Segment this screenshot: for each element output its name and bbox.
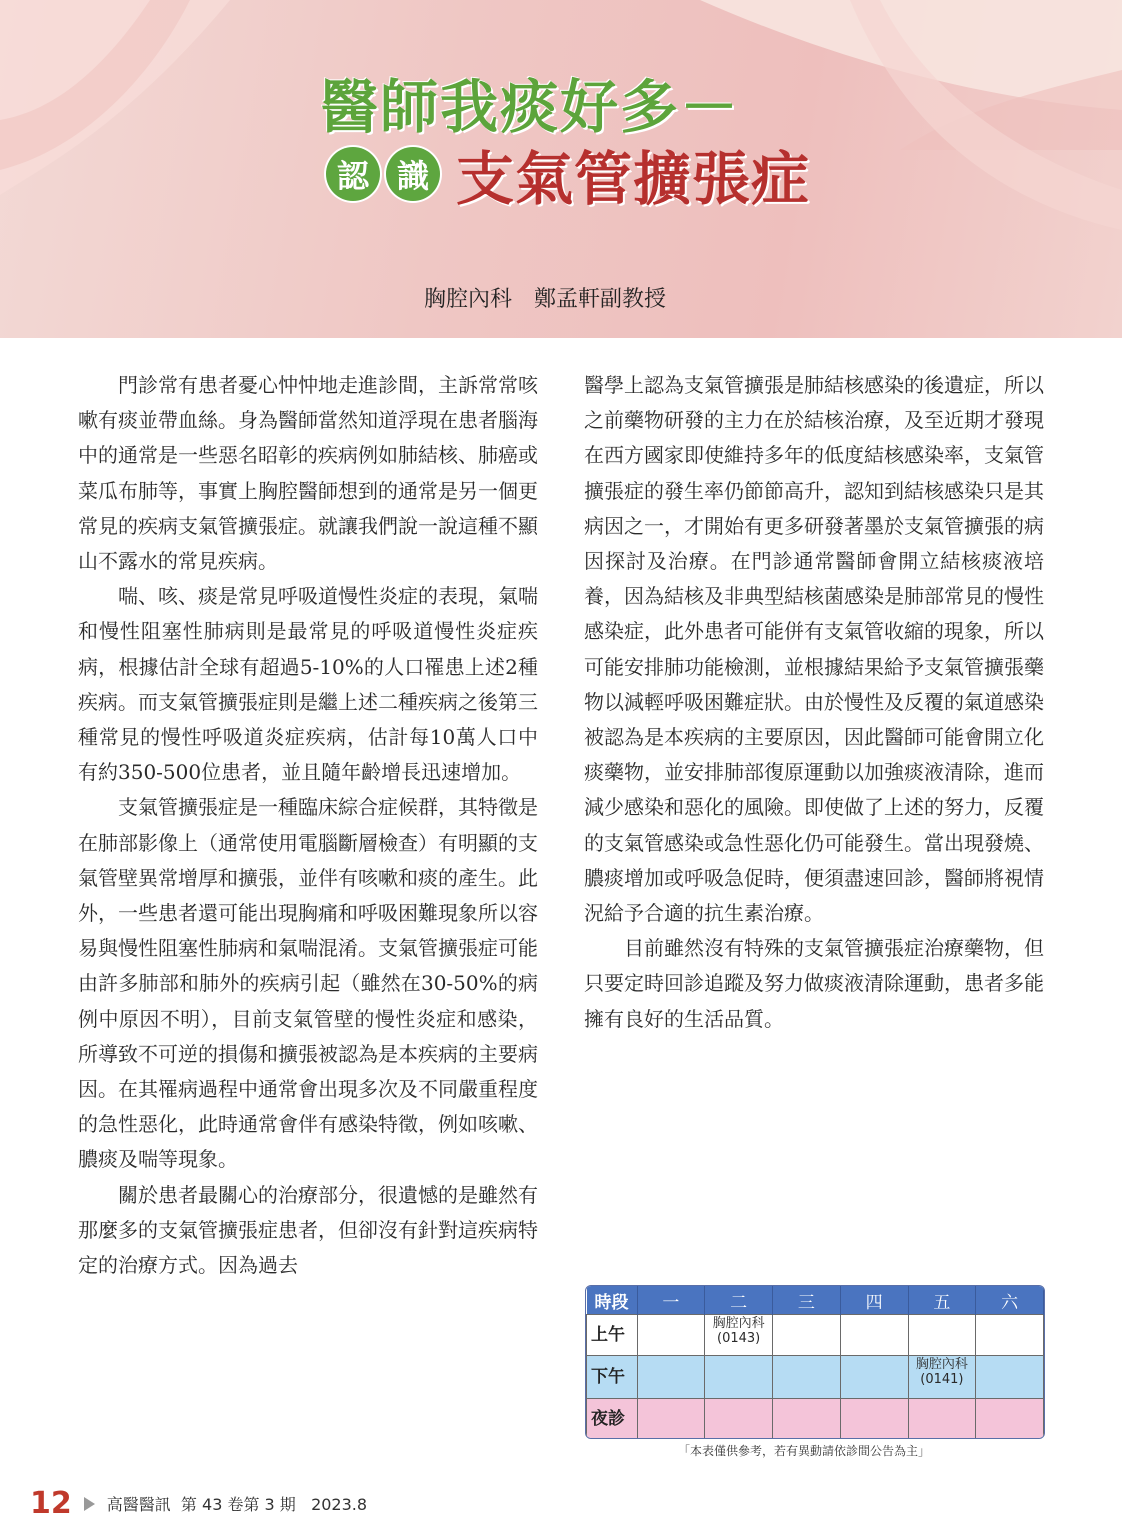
schedule-cell xyxy=(840,1356,908,1399)
schedule-cell xyxy=(908,1315,976,1356)
schedule-cell xyxy=(705,1399,773,1440)
schedule-header-cell: 時段 xyxy=(587,1286,638,1315)
schedule-cell xyxy=(976,1356,1044,1399)
schedule-header-cell: 二 xyxy=(705,1286,773,1315)
schedule-cell xyxy=(705,1356,773,1399)
title-line-1: 醫師我痰好多－ xyxy=(319,73,740,141)
left-column xyxy=(78,368,538,1283)
schedule-row-afternoon xyxy=(587,1356,1044,1399)
schedule-cell xyxy=(637,1399,705,1440)
schedule-header-cell: 六 xyxy=(976,1286,1044,1315)
schedule-row-morning xyxy=(587,1315,1044,1356)
schedule-header-row xyxy=(587,1286,1044,1315)
paragraph: 醫學上認為支氣管擴張是肺結核感染的後遺症，所以之前藥物研發的主力在於結核治療，及至近期才發現在西方國家即使維持多年的低度結核感染率，支氣管擴張症的發生率仍節節高升，認知到結核感染只是其病因之一，才開始有更多研發著墨於支氣管擴張的病因探討及治療。在門診通常醫師會開立結核痰液培養，因為結核及非典型結核菌感染是肺部常見的慢性感染症，此外患者可能併有支氣管收縮的現象，所以可能安排肺功能檢測，並根據結果給予支氣管擴張藥物以減輕呼吸困難症狀。由於慢性及反覆的氣道感染被認為是本疾病的主要原因，因此醫師可能會開立化痰藥物，並安排肺部復原運動以加強痰液清除，進而減少感染和惡化的風險。即使做了上述的努力，反覆的支氣管感染或急性惡化仍可能發生。當出現發燒、膿痰增加或呼吸急促時，便須盡速回診，醫師將視情況給予合適的抗生素治療。 xyxy=(584,373,1044,926)
schedule-cell xyxy=(976,1399,1044,1440)
paragraph: 關於患者最關心的治療部分，很遺憾的是雖然有那麼多的支氣管擴張症患者，但卻沒有針對這疾病特定的治療方式。因為過去 xyxy=(78,1182,538,1278)
schedule-cell: 胸腔內科 (0141) xyxy=(908,1356,976,1399)
header-banner xyxy=(0,0,1122,338)
play-triangle-icon xyxy=(84,1497,95,1511)
page-number: 12 xyxy=(30,1486,72,1521)
schedule-row-evening xyxy=(587,1399,1044,1440)
schedule-cell xyxy=(840,1399,908,1440)
schedule-cell xyxy=(773,1315,841,1356)
paragraph: 喘、咳、痰是常見呼吸道慢性炎症的表現，氣喘和慢性阻塞性肺病則是最常見的呼吸道慢性炎症疾病，根據估計全球有超過5-10%的人口罹患上述2種疾病。而支氣管擴張症則是繼上述二種疾病之後第三種常見的慢性呼吸道炎症疾病，估計每10萬人口中有約350-500位患者，並且隨年齡增長迅速增加。 xyxy=(78,584,538,785)
schedule-cell xyxy=(840,1315,908,1356)
schedule-cell xyxy=(637,1315,705,1356)
title-circle-1: 認 xyxy=(326,147,380,201)
schedule-header-cell: 四 xyxy=(840,1286,908,1315)
schedule-header-cell: 三 xyxy=(773,1286,841,1315)
row-label: 上午 xyxy=(587,1315,638,1356)
paragraph: 支氣管擴張症是一種臨床綜合症候群，其特徵是在肺部影像上（通常使用電腦斷層檢查）有明顯的支氣管壁異常增厚和擴張，並伴有咳嗽和痰的產生。此外，一些患者還可能出現胸痛和呼吸困難現象所以容易與慢性阻塞性肺病和氣喘混淆。支氣管擴張症可能由許多肺部和肺外的疾病引起（雖然在30-50%的病例中原因不明），目前支氣管壁的慢性炎症和感染，所導致不可逆的損傷和擴張被認為是本疾病的主要病因。在其罹病過程中通常會出現多次及不同嚴重程度的急性惡化，此時通常會伴有感染特徵，例如咳嗽、膿痰及喘等現象。 xyxy=(78,795,538,1172)
title-circle-2: 識 xyxy=(386,147,440,201)
paragraph: 目前雖然沒有特殊的支氣管擴張症治療藥物，但只要定時回診追蹤及努力做痰液清除運動，患者多能擁有良好的生活品質。 xyxy=(584,936,1044,1031)
schedule-cell xyxy=(773,1399,841,1440)
paragraph: 門診常有患者憂心忡忡地走進診間，主訴常常咳嗽有痰並帶血絲。身為醫師當然知道浮現在患者腦海中的通常是一些惡名昭彰的疾病例如肺結核、肺癌或菜瓜布肺等，事實上胸腔醫師想到的通常是另一個更常見的疾病支氣管擴張症。就讓我們說一說這種不顯山不露水的常見疾病。 xyxy=(78,373,538,574)
right-column xyxy=(584,368,1044,1037)
schedule-cell: 胸腔內科 (0143) xyxy=(705,1315,773,1356)
schedule-header-cell: 一 xyxy=(637,1286,705,1315)
row-label: 下午 xyxy=(587,1356,638,1399)
title-main: 支氣管擴張症 xyxy=(456,145,811,213)
clinic-schedule-table xyxy=(585,1285,1045,1439)
page-footer xyxy=(30,1486,367,1521)
schedule-cell xyxy=(637,1356,705,1399)
schedule-note: 「本表僅供參考，若有異動請依診間公告為主」 xyxy=(678,1444,931,1458)
author-byline: 胸腔內科 鄭孟軒副教授 xyxy=(424,287,667,312)
title-line-2 xyxy=(326,142,811,213)
schedule-header-cell: 五 xyxy=(908,1286,976,1315)
schedule-cell xyxy=(976,1315,1044,1356)
magazine-issue: 高醫醫訊 第 43 卷第 3 期 2023.8 xyxy=(106,1495,368,1514)
row-label: 夜診 xyxy=(587,1399,638,1440)
schedule-cell xyxy=(908,1399,976,1440)
schedule-cell xyxy=(773,1356,841,1399)
